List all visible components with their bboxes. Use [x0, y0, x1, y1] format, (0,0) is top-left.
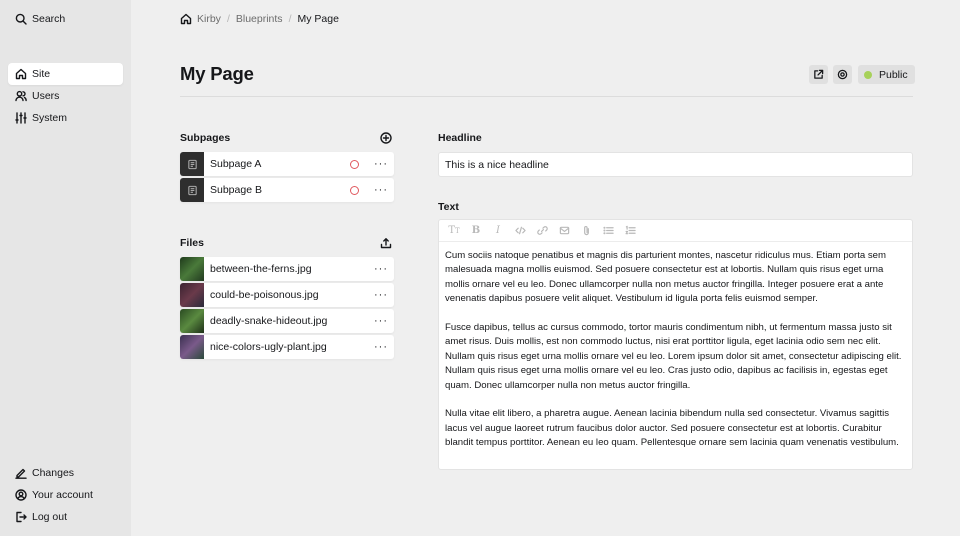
sidebar-item-users[interactable] [8, 85, 123, 107]
code-icon[interactable] [509, 220, 531, 242]
pencil-icon [15, 467, 27, 479]
text-editor[interactable] [438, 219, 913, 470]
home-icon[interactable] [180, 13, 192, 25]
logout-icon [15, 511, 27, 523]
sidebar-item-changes[interactable] [8, 462, 123, 484]
attachment-icon[interactable] [575, 220, 597, 242]
more-options-icon[interactable]: ··· [374, 158, 388, 170]
file-thumbnail [180, 309, 204, 333]
sidebar-item-label: Users [32, 90, 60, 102]
more-options-icon[interactable]: ··· [374, 341, 388, 353]
files-label: Files [180, 237, 204, 249]
subpage-item[interactable] [180, 178, 394, 202]
breadcrumb-link-blueprints[interactable]: Blueprints [235, 13, 283, 25]
text-content[interactable] [439, 242, 912, 451]
status-button[interactable] [858, 65, 915, 84]
more-options-icon[interactable]: ··· [374, 289, 388, 301]
file-item[interactable] [180, 283, 394, 307]
search-icon [15, 13, 27, 25]
page-title: My Page [180, 63, 254, 84]
file-thumbnail [180, 335, 204, 359]
file-name: nice-colors-ugly-plant.jpg [210, 341, 327, 353]
upload-file-button[interactable] [378, 235, 394, 251]
breadcrumb [180, 12, 339, 26]
page-icon [180, 152, 204, 176]
breadcrumb-separator: / [288, 13, 292, 25]
text-paragraph: Nulla vitae elit libero, a pharetra augue. Aenean lacinia bibendum nulla sed consectetur. Vivamus sagittis lacus vel augue laoreet rutrum faucibus dolor auctor. Sed posuere consectetur est at lobortis. Curabitur blandit tempus porttitor. Aenean eu leo quam. Pellentesque ornare sem lacinia quam venenatis vestibulum. [445, 408, 899, 449]
heading-icon[interactable]: T T [448, 225, 460, 236]
users-icon [15, 90, 27, 102]
file-name: between-the-ferns.jpg [210, 263, 312, 275]
upload-icon [380, 237, 392, 249]
text-paragraph: Cum sociis natoque penatibus et magnis dis parturient montes, nascetur ridiculus mus. Etiam porta sem malesuada magna mollis euismod. Sed posuere consectetur est at lobortis. Nullam quis risus eget urna mollis ornare vel eu leo. Donec ullamcorper nulla non metus auctor fringilla. Integer posuere erat a ante venenatis dapibus posuere velit aliquet. Vestibulum id ligula porta felis euismod semper. [445, 250, 886, 305]
search-button[interactable] [8, 8, 123, 30]
text-toolbar [439, 220, 912, 242]
breadcrumb-link-kirby[interactable]: Kirby [197, 13, 221, 25]
bold-icon[interactable]: B [471, 225, 481, 236]
italic-icon[interactable]: I [496, 225, 500, 236]
sidebar-item-label: System [32, 112, 68, 124]
sidebar-item-label: Your account [32, 489, 93, 501]
add-subpage-button[interactable] [378, 130, 394, 146]
account-icon [15, 489, 27, 501]
bullet-list-icon[interactable] [597, 220, 619, 242]
text-label: Text [438, 201, 459, 213]
file-item[interactable] [180, 309, 394, 333]
headline-label: Headline [438, 132, 482, 144]
text-paragraph: Fusce dapibus, tellus ac cursus commodo, tortor mauris condimentum nibh, ut fermentum massa justo sit amet risus. Duis mollis, est non commodo luctus, nisi erat porttitor ligula, eget lacinia odio sem nec elit. Nullam quis risus eget urna mollis ornare vel eu leo. Lorem ipsum dolor sit amet, consectetur adipiscing elit. Nullam quis risus eget urna mollis ornare vel eu leo. Cras justo odio, dapibus ac facilisis in, egestas eget quam. Donec ullamcorper nulla non metus auctor fringilla. [445, 322, 902, 391]
file-item[interactable] [180, 335, 394, 359]
ordered-list-icon[interactable] [619, 220, 641, 242]
more-options-icon[interactable]: ··· [374, 315, 388, 327]
breadcrumb-separator: / [226, 13, 230, 25]
main-content [131, 0, 960, 536]
home-icon [15, 68, 27, 80]
status-draft-icon[interactable] [350, 160, 359, 169]
settings-button[interactable] [833, 65, 852, 84]
status-draft-icon[interactable] [350, 186, 359, 195]
file-item[interactable] [180, 257, 394, 281]
sidebar [0, 0, 131, 536]
file-thumbnail [180, 283, 204, 307]
sidebar-item-logout[interactable] [8, 506, 123, 528]
subpages-label: Subpages [180, 132, 231, 144]
status-dot [864, 71, 872, 79]
subpage-item[interactable] [180, 152, 394, 176]
open-page-button[interactable] [809, 65, 828, 84]
settings-icon [15, 112, 27, 124]
file-name: could-be-poisonous.jpg [210, 289, 319, 301]
email-icon[interactable] [553, 220, 575, 242]
open-link-icon [813, 69, 824, 80]
sidebar-item-account[interactable] [8, 484, 123, 506]
sidebar-item-system[interactable] [8, 107, 123, 129]
file-name: deadly-snake-hideout.jpg [210, 315, 328, 327]
sidebar-item-site[interactable] [8, 63, 123, 85]
sidebar-item-label: Log out [32, 511, 68, 523]
gear-icon [837, 69, 848, 80]
file-thumbnail [180, 257, 204, 281]
search-label: Search [32, 13, 66, 25]
link-icon[interactable] [531, 220, 553, 242]
more-options-icon[interactable]: ··· [374, 184, 388, 196]
status-label: Public [879, 68, 908, 81]
add-circle-icon [380, 132, 392, 144]
header-divider [180, 96, 913, 97]
headline-input[interactable]: This is a nice headline [438, 152, 913, 177]
subpage-title: Subpage A [210, 158, 262, 170]
breadcrumb-link-current[interactable]: My Page [297, 13, 339, 25]
page-icon [180, 178, 204, 202]
more-options-icon[interactable]: ··· [374, 263, 388, 275]
subpage-title: Subpage B [210, 184, 262, 196]
sidebar-item-label: Changes [32, 467, 75, 479]
sidebar-item-label: Site [32, 68, 51, 80]
